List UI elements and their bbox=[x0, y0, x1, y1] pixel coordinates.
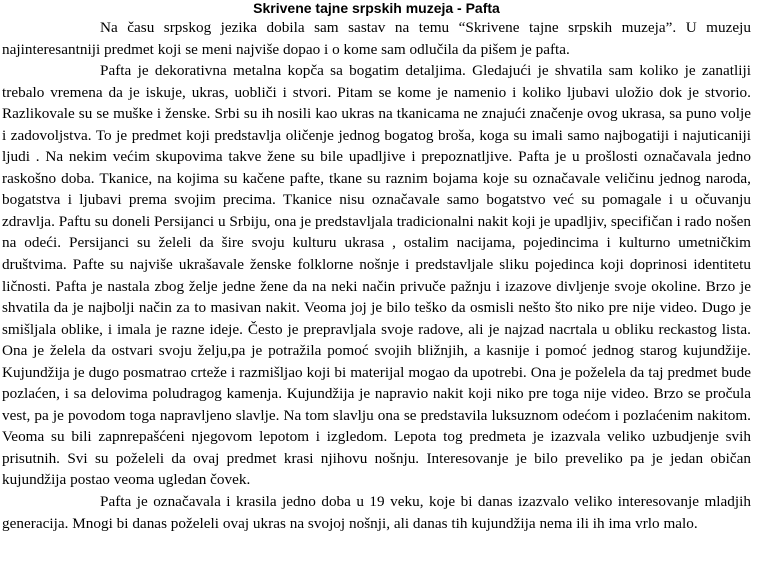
paragraph-intro: Na času srpskog jezika dobila sam sastav na temu “Skrivene tajne srpskih muzeja”. U muzeju najinteresantniji predmet koji se meni najviše dopao i o kome sam odlučila da pišem je pafta. bbox=[2, 19, 751, 58]
paragraph-body: Pafta je dekorativna metalna kopča sa bogatim detaljima. Gledajući je shvatila sam koliko je zanatliji trebalo vremena da je iskuje, ukras, uobliči i stvori. Pitam se kome je namenio i koliko ljubavi uložio dok je stvorio. Razlikovale su se muške i ženske. Srbi su ih nosili kao ukras na tkanicama ne znajući značenje ovog ukrasa, sa puno volje i zadovoljstva. To je predmet koji predstavlja oličenje jednog bogatog broša, koga su imali samo najbogatiji i najuticaniji ljudi . Na nekim većim skupovima takve žene su bile upadljive i prepoznatljive. Pafta je u prošlosti označavala jedno raskošno doba. Tkanice, na kojima su kačene pafte, tkane su raznim bojama koje su označavale veličinu jednog naroda, bogatstva i ljubavi prema svojim precima. Tkanice nisu označavale samo bogatstvo već su pomagale i u očuvanju zdravlja. Paftu su doneli Persijanci u Srbiju, ona je predstavljala tradicionalni nakit koji je upadljiv, specifičan i rado nošen na odeći. Persijanci su želeli da šire svoju kulturu ukrasa , ostalim nacijama, pojedincima i kulturno umetničkim društvima. Pafte su najviše ukrašavale ženske folklorne nošnje i predstavljale sliku pojedinca koji doprinosi identitetu ličnosti. Pafta je nastala zbog želje jedne žene da na neki način privuče pažnju i izazove divljenje svoje okoline. Brzo je shvatila da je najbolji način za to masivan nakit. Veoma joj je bilo teško da osmisli nešto što niko pre nije video. Dugo je smišljala oblike, i imala je razne ideje. Često je prepravljala svoje radove, ali je najzad nacrtala u obliku reckastog lista. Ona je želela da ostvari svoju želju,pa je potražila pomoć svojih bližnjih, a kasnije i pomoć jednog starog kujundžije. Kujundžija je dugo posmatrao crteže i razmišljao koji bi materijal mogao da upotrebi. Ona je poželela da taj predmet bude pozlaćen, i sa delovima poludragog kamenja. Kujundžija je napravio nakit koji niko pre toga nije video. Brzo se pročula vest, pa je povodom toga napravljeno slavlje. Na tom slavlju ona se predstavila luksuznom odećom i pozlaćenim nakitom. Veoma su bili zapnrepašćeni njegovom lepotom i izgledom. Lepota tog predmeta je izazvala veliko uzbudjenje svih prisutnih. Svi su poželeli da ovaj predmet krasi njihovu nošnju. Interesovanje je bilo preveliko pa je jedan običan kujundžija postao veoma ugledan čovek. bbox=[2, 62, 751, 489]
paragraph-conclusion: Pafta je označavala i krasila jedno doba u 19 veku, koje bi danas izazvalo veliko interesovanje mladjih generacija. Mnogi bi danas poželeli ovaj ukras na svojoj nošnji, ali danas tih kujundžija nema ili ih ima vrlo malo. bbox=[2, 493, 751, 532]
document-title: Skrivene tajne srpskih muzeja - Pafta bbox=[253, 0, 500, 16]
